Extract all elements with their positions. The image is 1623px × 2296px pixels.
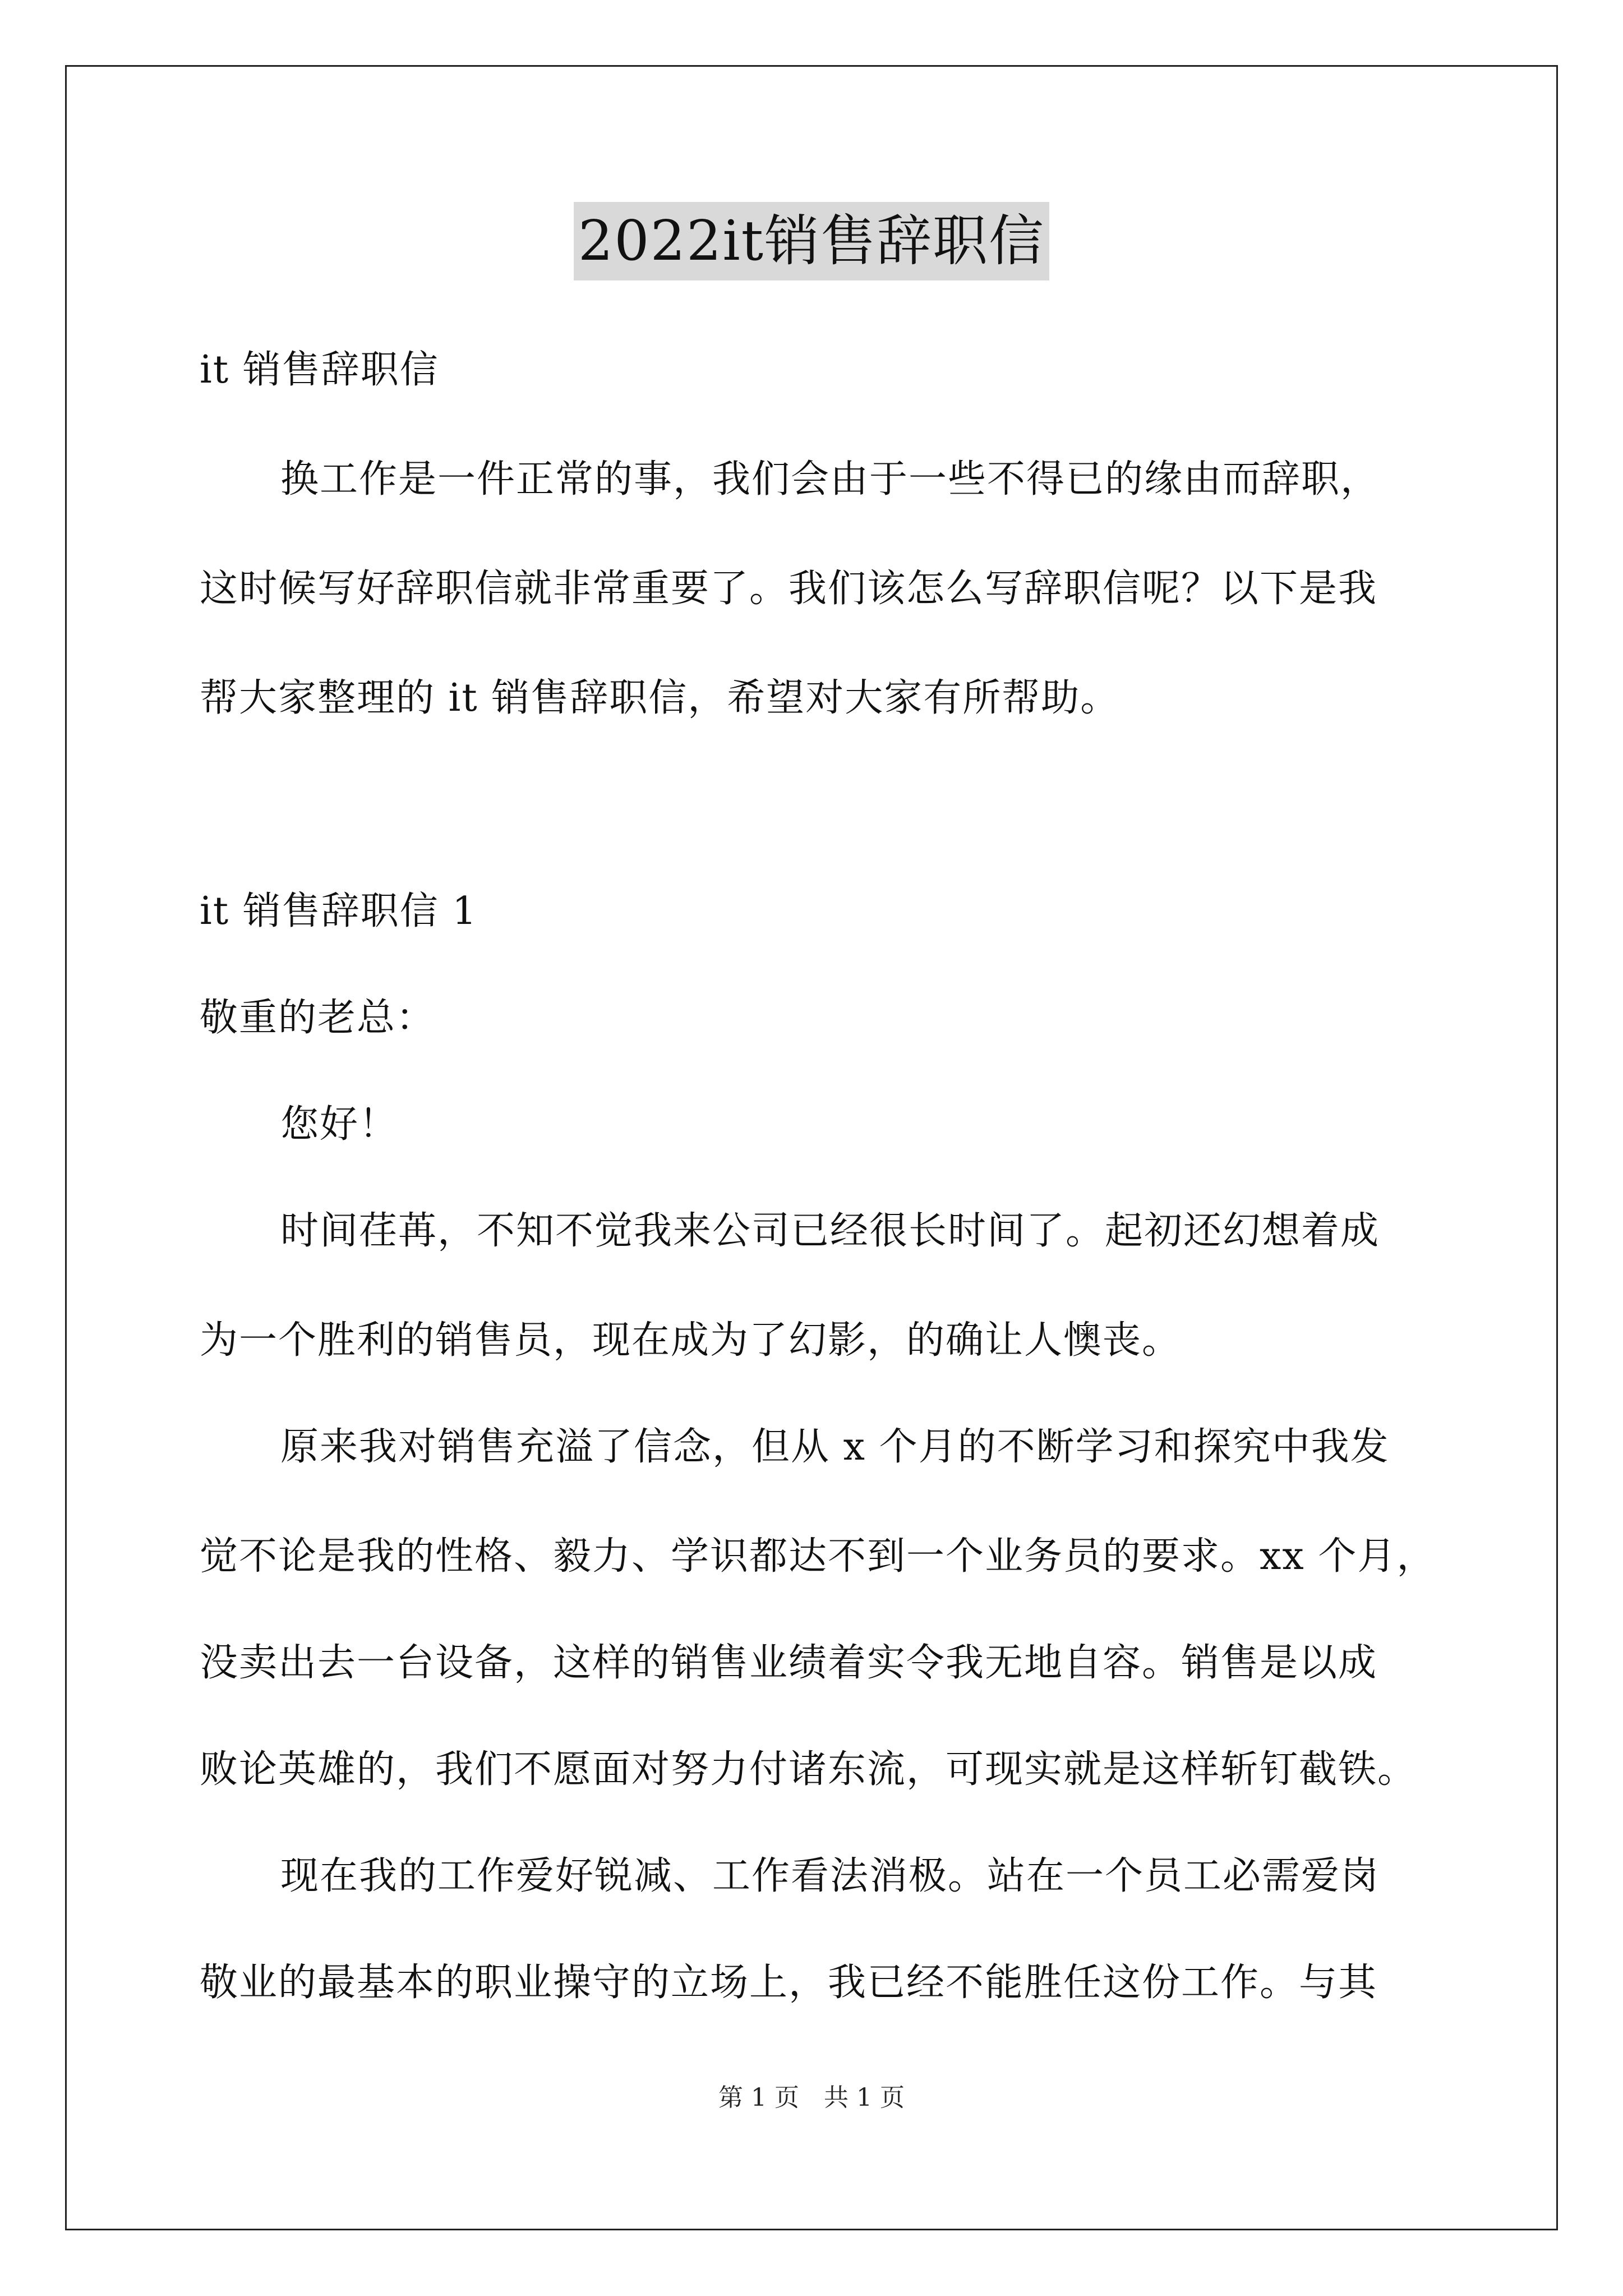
page-footer: 第 1 页 共 1 页 — [718, 2083, 905, 2112]
intro-line-3: 帮大家整理的 it 销售辞职信，希望对大家有所帮助。 — [200, 676, 1120, 720]
document-title: 2022it销售辞职信 — [574, 202, 1049, 280]
body-line-1: 时间荏苒，不知不觉我来公司已经很长时间了。起初还幻想着成 — [280, 1209, 1380, 1253]
body-line-6: 败论英雄的，我们不愿面对努力付诸东流，可现实就是这样斩钉截铁。 — [200, 1747, 1417, 1792]
intro-line-1: 换工作是一件正常的事，我们会由于一些不得已的缘由而辞职， — [280, 457, 1380, 501]
section-heading: it 销售辞职信 1 — [200, 889, 478, 933]
title-container — [0, 202, 1623, 280]
body-line-4: 觉不论是我的性格、毅力、学识都达不到一个业务员的要求。xx 个月， — [200, 1534, 1436, 1579]
document-subtitle: it 销售辞职信 — [200, 348, 439, 392]
body-line-2: 为一个胜利的销售员，现在成为了幻影，的确让人懊丧。 — [200, 1318, 1182, 1363]
greeting: 您好！ — [280, 1102, 399, 1147]
body-line-5: 没卖出去一台设备，这样的销售业绩着实令我无地自容。销售是以成 — [200, 1641, 1378, 1685]
body-line-3: 原来我对销售充溢了信念，但从 x 个月的不断学习和探究中我发 — [280, 1425, 1390, 1469]
salutation: 敬重的老总： — [200, 996, 436, 1040]
intro-line-2: 这时候写好辞职信就非常重要了。我们该怎么写辞职信呢？以下是我 — [200, 567, 1378, 611]
body-line-7: 现在我的工作爱好锐减、工作看法消极。站在一个员工必需爱岗 — [280, 1854, 1380, 1898]
body-line-8: 敬业的最基本的职业操守的立场上，我已经不能胜任这份工作。与其 — [200, 1961, 1378, 2005]
